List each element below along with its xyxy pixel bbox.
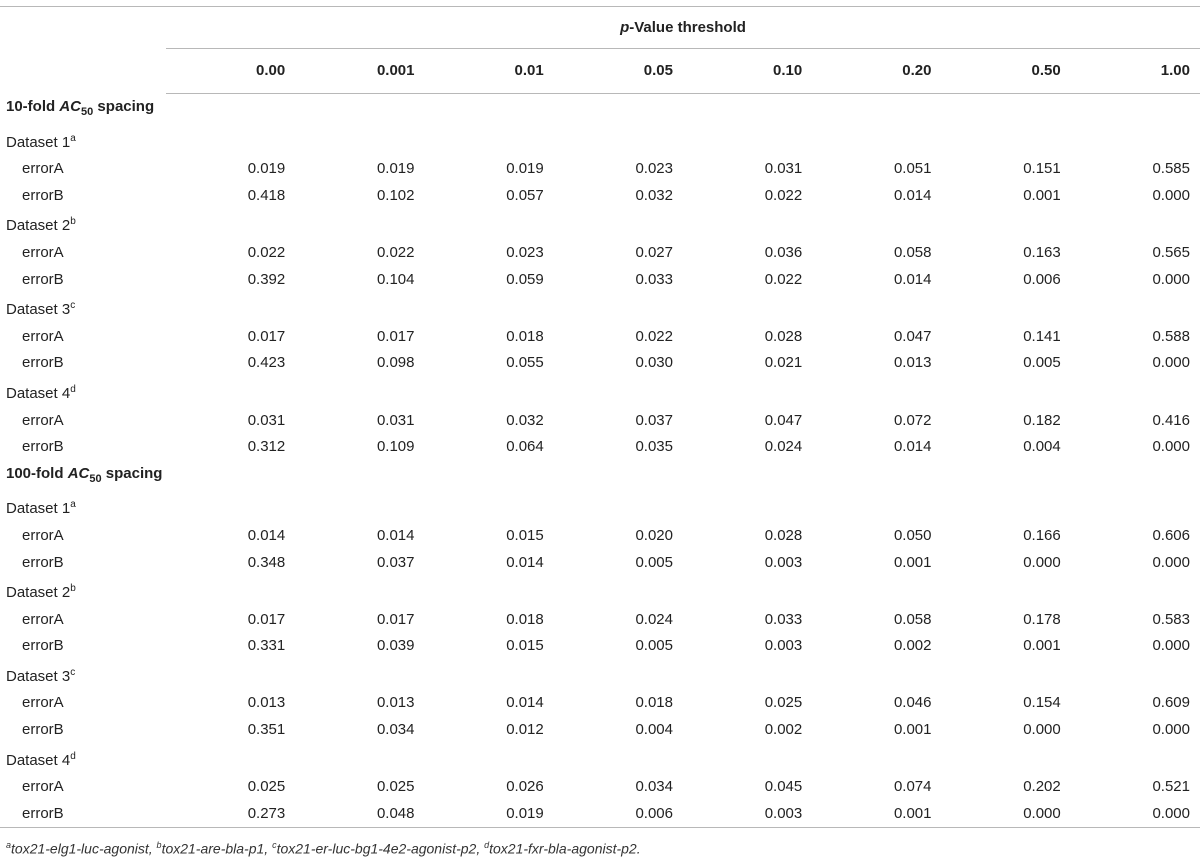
table-cell: 0.014 <box>506 694 544 712</box>
table-cell: 0.022 <box>247 243 286 261</box>
table-cell: 0.001 <box>893 721 932 739</box>
table-cell: 0.102 <box>376 186 415 204</box>
table-row <box>0 240 1200 267</box>
table-cell: 0.022 <box>764 270 803 288</box>
table-cell: 0.074 <box>893 778 932 796</box>
table-cell: 0.166 <box>1023 526 1061 544</box>
table-cell: 0.025 <box>376 778 415 796</box>
table-cell: 0.017 <box>247 610 286 628</box>
row-label: errorB <box>22 553 64 571</box>
table-cell: 0.178 <box>1023 610 1061 628</box>
table-cell: 0.014 <box>376 526 415 544</box>
table-cell: 0.034 <box>376 721 415 739</box>
table-cell: 0.031 <box>764 160 803 178</box>
row-label: errorA <box>22 526 64 544</box>
dataset-name: Dataset 4 <box>6 751 71 769</box>
dataset-row <box>0 209 1200 240</box>
table-row <box>0 774 1200 801</box>
table-cell: 0.423 <box>247 354 286 372</box>
results-table <box>0 6 1200 828</box>
dataset-footnote-marker: c <box>70 300 76 312</box>
table-cell: 0.000 <box>1152 186 1190 204</box>
table-cell: 0.312 <box>247 438 286 456</box>
table-cell: 0.005 <box>1023 354 1061 372</box>
table-cell: 0.015 <box>506 637 544 655</box>
column-header: 0.00 <box>166 49 295 94</box>
table-cell: 0.023 <box>506 243 544 261</box>
table-cell: 0.202 <box>1023 778 1061 796</box>
table-cell: 0.418 <box>247 186 286 204</box>
dataset-label <box>0 492 1200 523</box>
table-row <box>0 690 1200 717</box>
table-cell: 0.392 <box>247 270 286 288</box>
table-cell: 0.019 <box>506 160 544 178</box>
dataset-label <box>0 660 1200 691</box>
table-cell: 0.000 <box>1152 804 1190 822</box>
table-cell: 0.014 <box>893 438 932 456</box>
table-cell: 0.022 <box>376 243 415 261</box>
table-cell: 0.031 <box>376 411 415 429</box>
table-cell: 0.565 <box>1152 243 1190 261</box>
table-cell: 0.000 <box>1023 721 1061 739</box>
table-cell: 0.000 <box>1152 637 1190 655</box>
dataset-label <box>0 377 1200 408</box>
table-body <box>0 94 1200 828</box>
table-cell: 0.059 <box>506 270 544 288</box>
section-label-subscript: 50 <box>89 472 102 485</box>
row-label: errorA <box>22 778 64 796</box>
table-cell: 0.003 <box>764 804 803 822</box>
table-cell: 0.072 <box>893 411 932 429</box>
row-label: errorB <box>22 438 64 456</box>
table-cell: 0.004 <box>635 721 673 739</box>
table-row <box>0 550 1200 577</box>
dataset-name: Dataset 1 <box>6 500 71 518</box>
dataset-row <box>0 576 1200 607</box>
table-cell: 0.000 <box>1152 721 1190 739</box>
table-cell: 0.331 <box>247 637 286 655</box>
table-cell: 0.051 <box>893 160 932 178</box>
table-cell: 0.000 <box>1023 553 1061 571</box>
table-cell: 0.588 <box>1152 327 1190 345</box>
table-cell: 0.012 <box>506 721 544 739</box>
footnote-marker: c <box>272 840 277 851</box>
table-cell: 0.583 <box>1152 610 1190 628</box>
footnote-separator: , <box>476 841 485 857</box>
table-cell: 0.001 <box>1023 186 1061 204</box>
table-cell: 0.000 <box>1152 438 1190 456</box>
table-cell: 0.151 <box>1023 160 1061 178</box>
table-row <box>0 717 1200 744</box>
table-cell: 0.098 <box>376 354 415 372</box>
dataset-row <box>0 660 1200 691</box>
table-cell: 0.273 <box>247 804 286 822</box>
row-label: errorA <box>22 694 64 712</box>
footnote-text: tox21-er-luc-bg1-4e2-agonist-p2 <box>276 841 477 857</box>
section-label-suffix: spacing <box>101 464 163 482</box>
row-label: errorA <box>22 160 64 178</box>
dataset-footnote-marker: a <box>70 499 76 511</box>
table-cell: 0.057 <box>506 186 544 204</box>
section-label <box>0 461 1200 493</box>
dataset-name: Dataset 2 <box>6 217 71 235</box>
table-cell: 0.035 <box>635 438 673 456</box>
table-cell: 0.013 <box>376 694 415 712</box>
dataset-name: Dataset 3 <box>6 667 71 685</box>
table-cell: 0.001 <box>893 804 932 822</box>
footnote-marker: a <box>6 840 12 851</box>
table-cell: 0.033 <box>635 270 673 288</box>
table-cell: 0.585 <box>1152 160 1190 178</box>
dataset-name: Dataset 1 <box>6 133 71 151</box>
table-cell: 0.002 <box>893 637 932 655</box>
dataset-label <box>0 293 1200 324</box>
table-cell: 0.014 <box>506 553 544 571</box>
table-cell: 0.028 <box>764 526 803 544</box>
table-cell: 0.024 <box>635 610 673 628</box>
table-cell: 0.005 <box>635 553 673 571</box>
section-label-prefix: 100-fold <box>6 464 68 482</box>
footnote-separator: , <box>264 841 273 857</box>
table-cell: 0.064 <box>506 438 544 456</box>
row-label: errorA <box>22 243 64 261</box>
column-header: 0.20 <box>812 49 941 94</box>
footnote-text: tox21-are-bla-p1 <box>161 841 265 857</box>
table-cell: 0.017 <box>247 327 286 345</box>
table-row <box>0 801 1200 828</box>
table-row <box>0 408 1200 435</box>
dataset-label <box>0 744 1200 775</box>
column-header: 0.50 <box>942 49 1071 94</box>
row-label: errorA <box>22 327 64 345</box>
footnote-marker: d <box>484 840 490 851</box>
table-cell: 0.048 <box>376 804 415 822</box>
row-label: errorA <box>22 411 64 429</box>
table-cell: 0.014 <box>893 186 932 204</box>
dataset-label <box>0 209 1200 240</box>
table-row <box>0 324 1200 351</box>
table-cell: 0.047 <box>764 411 803 429</box>
table-cell: 0.025 <box>764 694 803 712</box>
table-cell: 0.521 <box>1152 778 1190 796</box>
row-label: errorB <box>22 186 64 204</box>
table-cell: 0.000 <box>1152 270 1190 288</box>
table-cell: 0.025 <box>247 778 286 796</box>
table-cell: 0.036 <box>764 243 803 261</box>
table-cell: 0.348 <box>247 553 286 571</box>
table-cell: 0.001 <box>1023 637 1061 655</box>
table-cell: 0.037 <box>635 411 673 429</box>
table-cell: 0.104 <box>376 270 415 288</box>
table-cell: 0.013 <box>893 354 932 372</box>
table-cell: 0.045 <box>764 778 803 796</box>
table-cell: 0.018 <box>506 610 544 628</box>
footnote-separator: . <box>636 841 641 857</box>
table-cell: 0.000 <box>1023 804 1061 822</box>
table-cell: 0.028 <box>764 327 803 345</box>
dataset-label <box>0 576 1200 607</box>
dataset-row <box>0 293 1200 324</box>
table-cell: 0.022 <box>764 186 803 204</box>
row-label: errorB <box>22 637 64 655</box>
table-cell: 0.416 <box>1152 411 1190 429</box>
table-cell: 0.032 <box>635 186 673 204</box>
table-cell: 0.002 <box>764 721 803 739</box>
table-cell: 0.027 <box>635 243 673 261</box>
table-row <box>0 156 1200 183</box>
table-cell: 0.017 <box>376 327 415 345</box>
dataset-name: Dataset 3 <box>6 301 71 319</box>
table-cell: 0.055 <box>506 354 544 372</box>
table-cell: 0.351 <box>247 721 286 739</box>
table-row <box>0 434 1200 461</box>
table-cell: 0.006 <box>1023 270 1061 288</box>
table-row <box>0 607 1200 634</box>
table-cell: 0.019 <box>247 160 286 178</box>
table-cell: 0.021 <box>764 354 803 372</box>
pvalue-rest: -Value threshold <box>629 19 746 36</box>
row-label: errorB <box>22 804 64 822</box>
pvalue-p: p <box>620 19 630 36</box>
table-cell: 0.003 <box>764 553 803 571</box>
table-cell: 0.058 <box>893 610 932 628</box>
table-cell: 0.046 <box>893 694 932 712</box>
column-header: 0.001 <box>295 49 424 94</box>
table-cell: 0.058 <box>893 243 932 261</box>
dataset-row <box>0 744 1200 775</box>
section-header-row <box>0 94 1200 126</box>
table-cell: 0.163 <box>1023 243 1061 261</box>
section-label-ac: AC <box>67 464 90 482</box>
dataset-name: Dataset 4 <box>6 384 71 402</box>
dataset-row <box>0 126 1200 157</box>
row-label: errorA <box>22 610 64 628</box>
footnote-text: tox21-elg1-luc-agonist <box>11 841 149 857</box>
section-header-row <box>0 461 1200 493</box>
table-cell: 0.037 <box>376 553 415 571</box>
table-cell: 0.000 <box>1152 553 1190 571</box>
table-cell: 0.001 <box>893 553 932 571</box>
table-row <box>0 183 1200 210</box>
pvalue-threshold-heading <box>166 7 1200 49</box>
table-row <box>0 267 1200 294</box>
table-cell: 0.154 <box>1023 694 1061 712</box>
table-cell: 0.024 <box>764 438 803 456</box>
table-cell: 0.031 <box>247 411 286 429</box>
section-label-suffix: spacing <box>93 98 155 115</box>
dataset-footnote-marker: a <box>70 132 76 144</box>
table-cell: 0.005 <box>635 637 673 655</box>
table-cell: 0.141 <box>1023 327 1061 345</box>
table-cell: 0.017 <box>376 610 415 628</box>
table-cell: 0.030 <box>635 354 673 372</box>
dataset-footnote-marker: d <box>70 750 76 762</box>
table-cell: 0.606 <box>1152 526 1190 544</box>
row-label: errorB <box>22 270 64 288</box>
table-cell: 0.047 <box>893 327 932 345</box>
dataset-footnote-marker: b <box>70 216 76 228</box>
dataset-name: Dataset 2 <box>6 584 71 602</box>
table-cell: 0.109 <box>376 438 415 456</box>
table-cell: 0.019 <box>376 160 415 178</box>
table-cell: 0.019 <box>506 804 544 822</box>
table-row <box>0 350 1200 377</box>
section-label-subscript: 50 <box>81 106 94 118</box>
table-cell: 0.609 <box>1152 694 1190 712</box>
table-cell: 0.006 <box>635 804 673 822</box>
table-cell: 0.000 <box>1152 354 1190 372</box>
dataset-footnote-marker: d <box>70 383 76 395</box>
table-cell: 0.182 <box>1023 411 1061 429</box>
table-cell: 0.032 <box>506 411 544 429</box>
table-cell: 0.033 <box>764 610 803 628</box>
table-cell: 0.026 <box>506 778 544 796</box>
table-cell: 0.050 <box>893 526 932 544</box>
table-row <box>0 633 1200 660</box>
section-label-prefix: 10-fold <box>6 98 60 115</box>
column-header: 1.00 <box>1071 49 1200 94</box>
column-header: 0.01 <box>425 49 554 94</box>
table-cell: 0.003 <box>764 637 803 655</box>
column-header-row <box>0 49 1200 94</box>
table-title-row <box>0 7 1200 49</box>
table-cell: 0.023 <box>635 160 673 178</box>
dataset-label <box>0 126 1200 157</box>
table-cell: 0.015 <box>506 526 544 544</box>
row-label: errorB <box>22 354 64 372</box>
table-cell: 0.039 <box>376 637 415 655</box>
table-cell: 0.013 <box>247 694 286 712</box>
section-label <box>0 94 1200 126</box>
table-cell: 0.004 <box>1023 438 1061 456</box>
dataset-footnote-marker: b <box>70 583 76 595</box>
row-label: errorB <box>22 721 64 739</box>
table-row <box>0 523 1200 550</box>
table-cell: 0.020 <box>635 526 673 544</box>
column-header: 0.10 <box>683 49 812 94</box>
table-cell: 0.018 <box>506 327 544 345</box>
footnote-text: tox21-fxr-bla-agonist-p2 <box>489 841 637 857</box>
table-cell: 0.022 <box>635 327 673 345</box>
dataset-footnote-marker: c <box>70 666 76 678</box>
column-header: 0.05 <box>554 49 683 94</box>
footnote-marker: b <box>156 840 162 851</box>
table-cell: 0.014 <box>893 270 932 288</box>
dataset-row <box>0 492 1200 523</box>
table-cell: 0.018 <box>635 694 673 712</box>
table-cell: 0.014 <box>247 526 286 544</box>
section-label-ac: AC <box>59 98 82 115</box>
table-cell: 0.034 <box>635 778 673 796</box>
footnote-separator: , <box>148 841 157 857</box>
dataset-row <box>0 377 1200 408</box>
